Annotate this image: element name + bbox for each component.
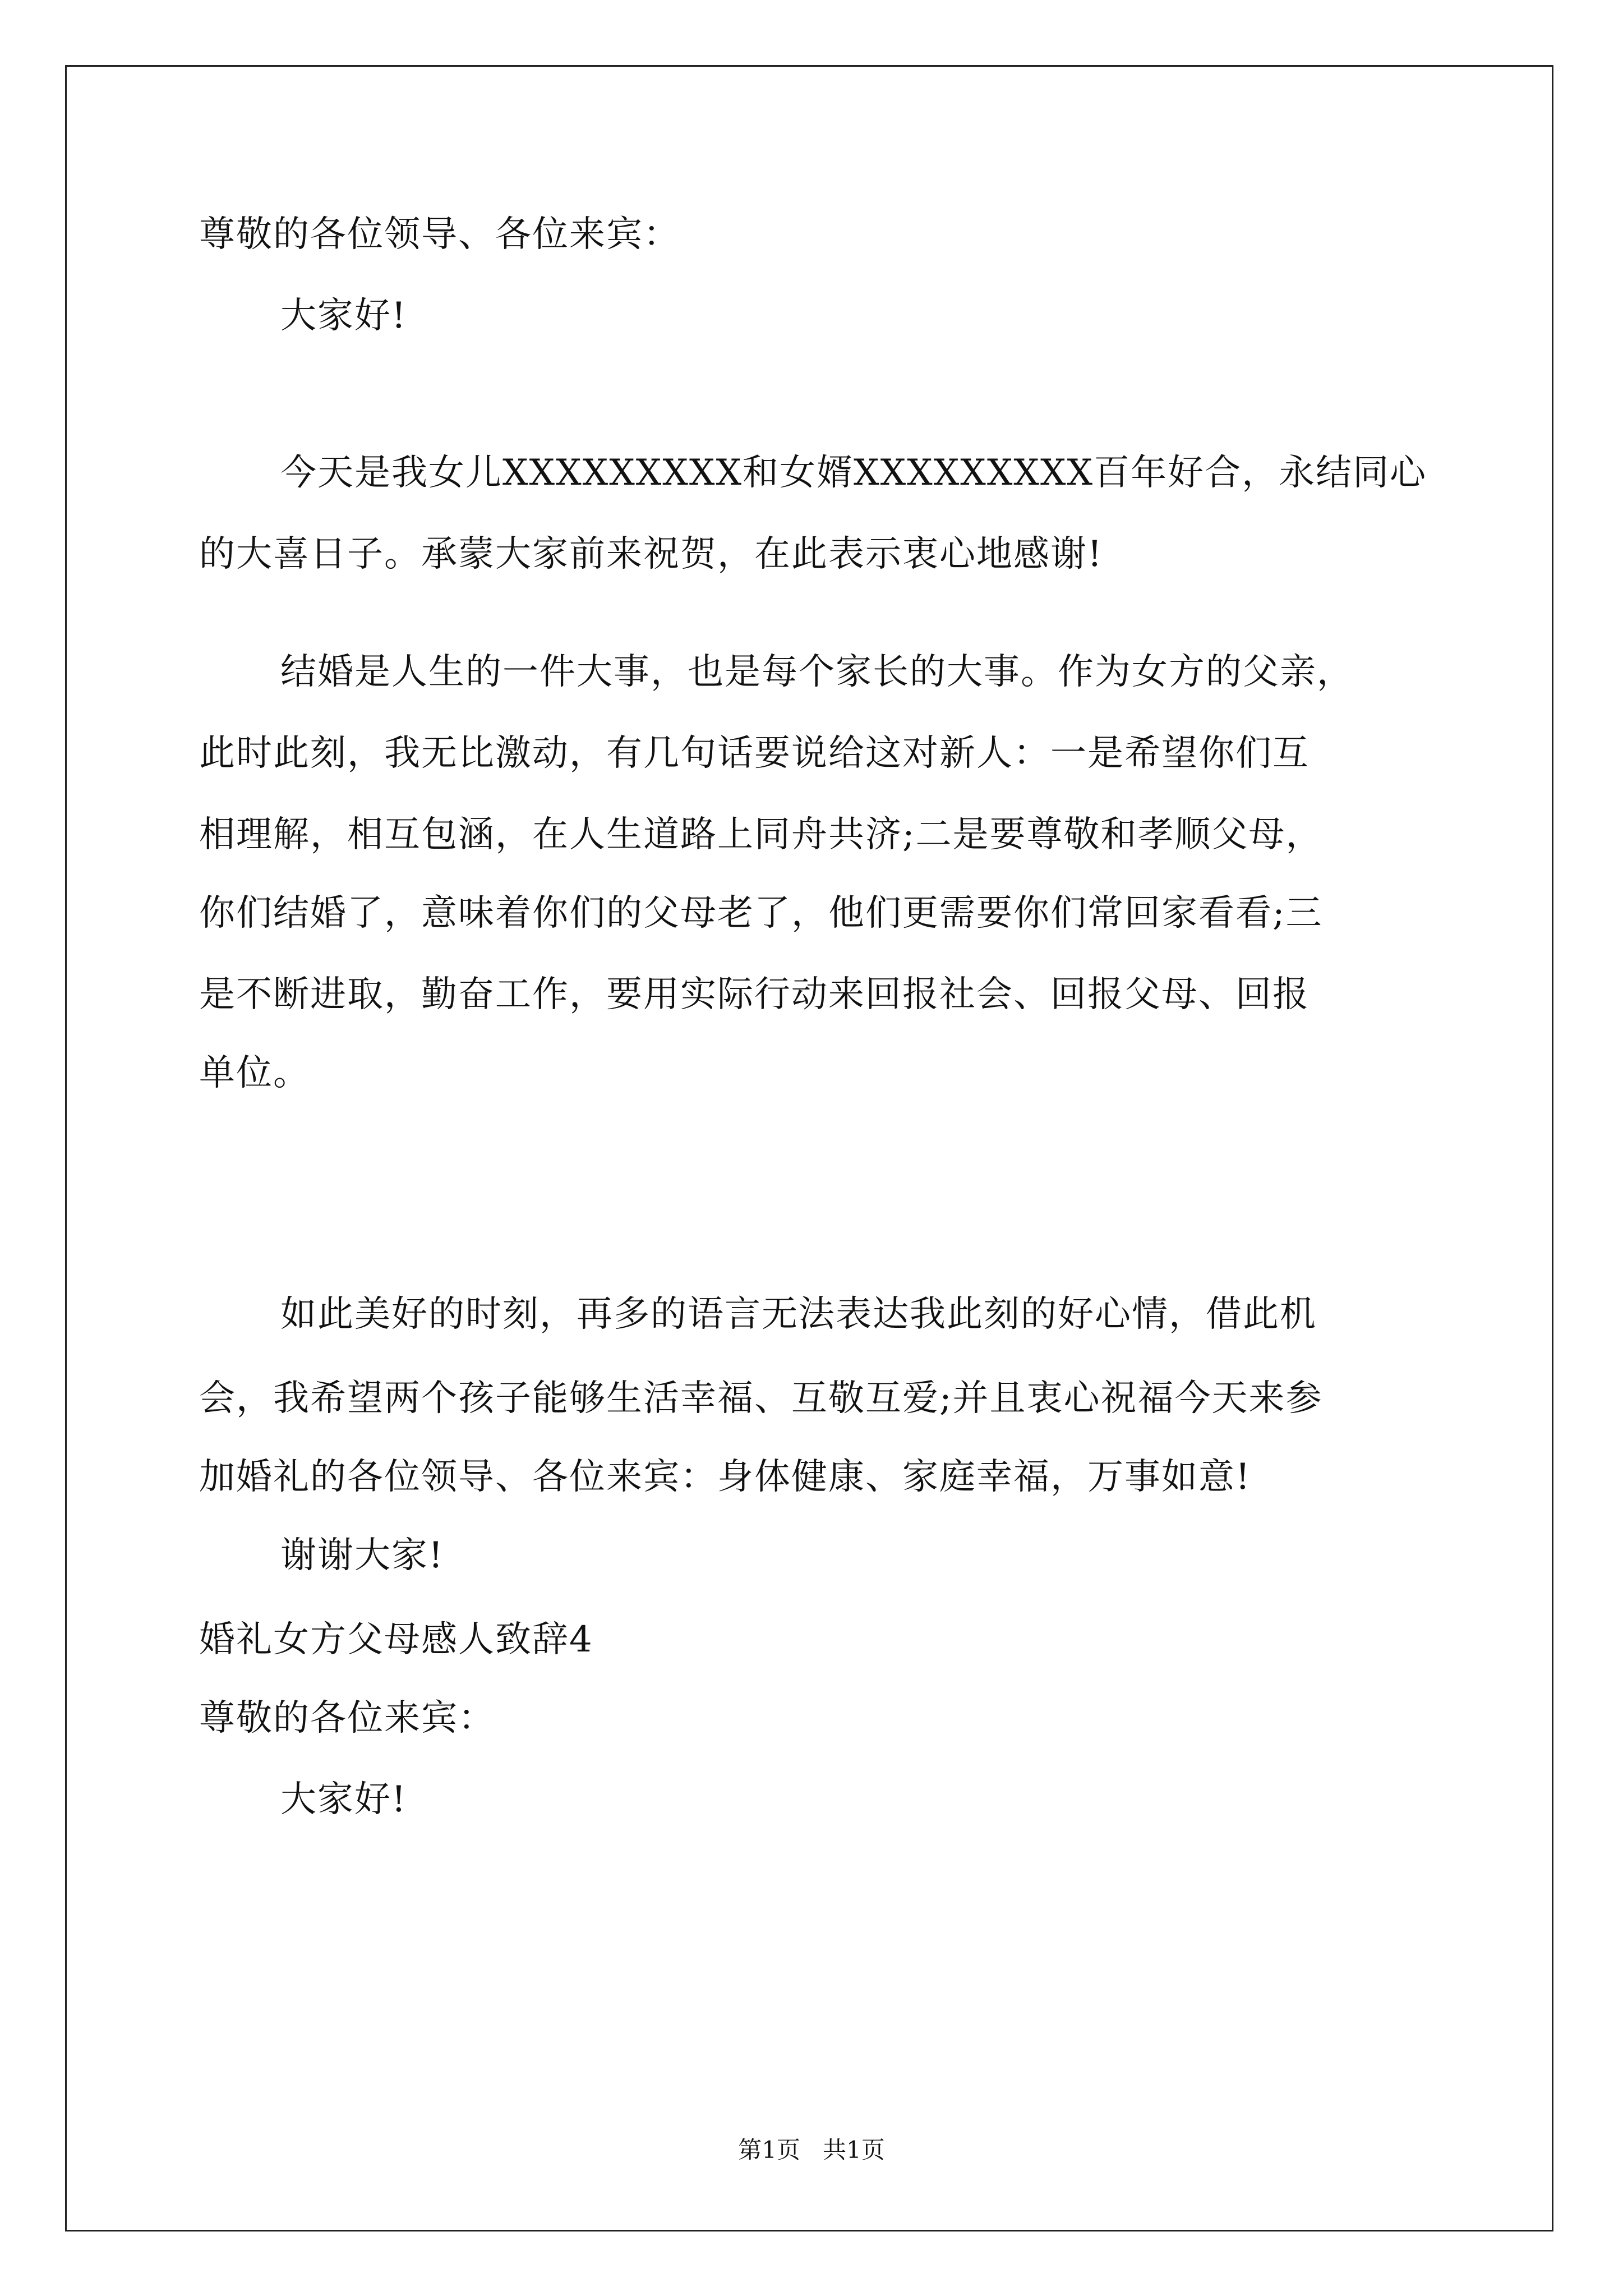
paragraph-2-line-2: 此时此刻，我无比激动，有几句话要说给这对新人：一是希望你们互 bbox=[199, 733, 1310, 774]
greeting-2: 大家好! bbox=[280, 1779, 407, 1820]
paragraph-3-line-1: 如此美好的时刻，再多的语言无法表达我此刻的好心情，借此机 bbox=[280, 1294, 1317, 1335]
paragraph-1-line-2: 的大喜日子。承蒙大家前来祝贺，在此表示衷心地感谢! bbox=[199, 533, 1103, 575]
closing-thanks: 谢谢大家! bbox=[280, 1535, 444, 1576]
section-heading: 婚礼女方父母感人致辞4 bbox=[199, 1619, 593, 1660]
greeting: 大家好! bbox=[280, 295, 407, 337]
paragraph-2-line-4: 你们结婚了，意味着你们的父母老了，他们更需要你们常回家看看;三 bbox=[199, 892, 1323, 934]
paragraph-2-line-5: 是不断进取，勤奋工作，要用实际行动来回报社会、回报父母、回报 bbox=[199, 974, 1310, 1015]
page-number-footer: 第1页 共1页 bbox=[738, 2136, 885, 2164]
paragraph-1-line-1: 今天是我女儿XXXXXXXXX和女婿XXXXXXXXX百年好合，永结同心 bbox=[280, 452, 1427, 494]
salutation-leaders: 尊敬的各位领导、各位来宾： bbox=[199, 214, 680, 255]
paragraph-3-line-2: 会，我希望两个孩子能够生活幸福、互敬互爱;并且衷心祝福今天来参 bbox=[199, 1378, 1323, 1419]
paragraph-2-line-1: 结婚是人生的一件大事，也是每个家长的大事。作为女方的父亲， bbox=[280, 651, 1354, 693]
page-border bbox=[65, 65, 1553, 2231]
paragraph-2-line-6: 单位。 bbox=[199, 1052, 310, 1094]
paragraph-3-line-3: 加婚礼的各位领导、各位来宾：身体健康、家庭幸福，万事如意! bbox=[199, 1456, 1251, 1498]
salutation-guests: 尊敬的各位来宾： bbox=[199, 1697, 495, 1739]
paragraph-2-line-3: 相理解，相互包涵，在人生道路上同舟共济;二是要尊敬和孝顺父母， bbox=[199, 814, 1323, 855]
